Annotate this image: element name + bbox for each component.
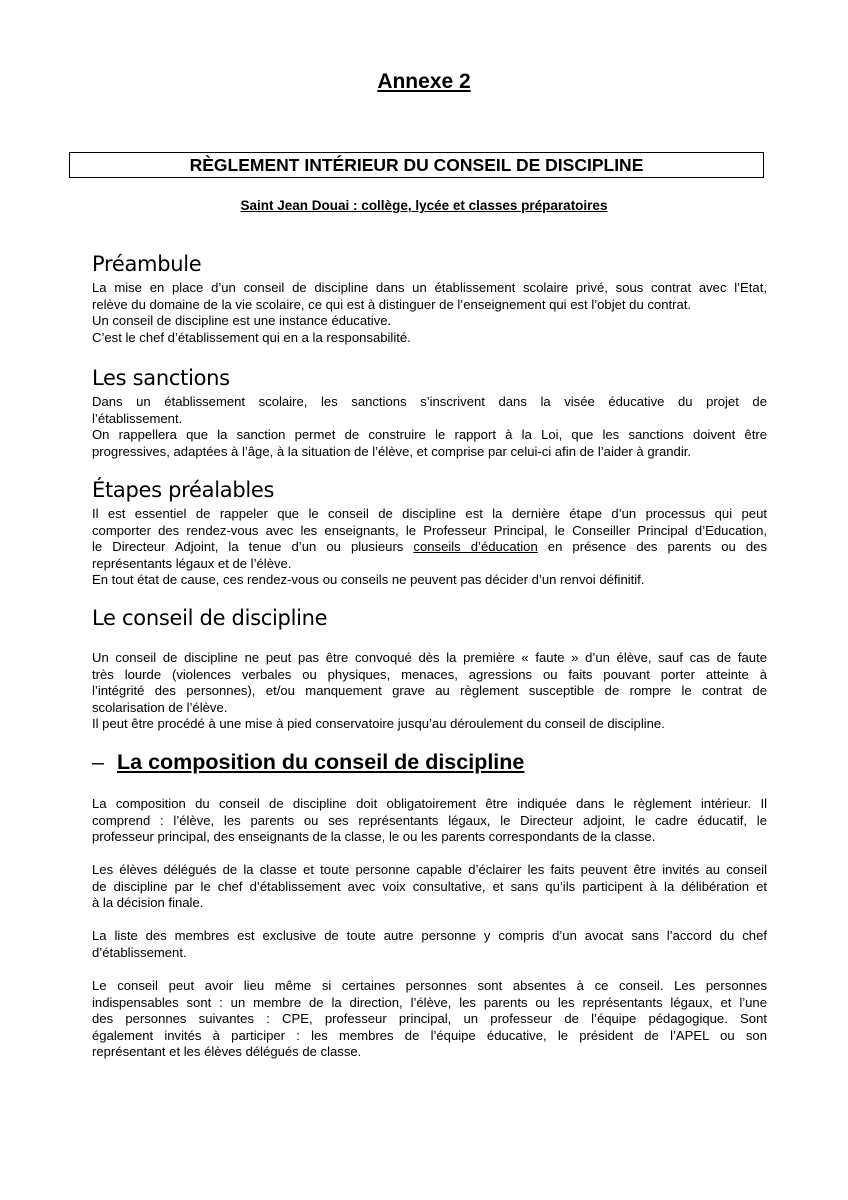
text-line: progressives, adaptées à l’âge, à la situation de l’élève, et comprise par celui-ci afin de l’aider à grandir. xyxy=(92,443,692,459)
dash-marker: – xyxy=(92,750,104,774)
text-line: comprend : l’élève, les parents ou ses représentants légaux, le Directeur adjoint, le cadre éducatif, le xyxy=(92,812,767,828)
text-line: l’établissement. xyxy=(92,410,183,426)
paragraph-sanctions xyxy=(92,394,767,460)
paragraph-composition-3 xyxy=(92,928,767,961)
paragraph-etapes xyxy=(92,506,767,589)
heading-composition xyxy=(92,750,524,775)
text-line: à la décision finale. xyxy=(92,895,204,911)
paragraph-composition-4 xyxy=(92,978,767,1061)
text-line: représentant et les élèves délégués de classe. xyxy=(92,1044,362,1060)
paragraph-composition-2 xyxy=(92,862,767,912)
heading-preambule: Préambule xyxy=(92,252,202,276)
text-line: Dans un établissement scolaire, les sanctions s’inscrivent dans la visée éducative du projet de xyxy=(92,394,767,409)
text-segment: en présence des parents ou des xyxy=(537,539,767,555)
text-line: très lourde (violences verbales ou physiques, menaces, agressions ou faits pouvant porter atteinte à xyxy=(92,666,767,682)
text-line: également invités à participer : les membres de l’équipe éducative, le président de l’APEL ou son xyxy=(92,1027,767,1043)
text-line: La liste des membres est exclusive de toute autre personne y compris d’un avocat sans l’accord du chef xyxy=(92,928,767,943)
text-line: Les élèves délégués de la classe et toute personne capable d’éclairer les faits peuvent être invités au conseil xyxy=(92,862,767,877)
text-line: scolarisation de l’élève. xyxy=(92,699,228,715)
text-line: d’établissement. xyxy=(92,944,187,960)
heading-composition-text: La composition du conseil de discipline xyxy=(117,750,525,774)
text-line: professeur principal, des enseignants de la classe, le ou les parents correspondants de la classe. xyxy=(92,829,656,845)
annexe-title: Annexe 2 xyxy=(377,70,471,93)
text-line: Un conseil de discipline ne peut pas être convoqué dès la première « faute » d’un élève, sauf cas de faute xyxy=(92,650,767,665)
paragraph-conseil xyxy=(92,650,767,733)
text-line: Il peut être procédé à une mise à pied conservatoire jusqu’au déroulement du conseil de discipline. xyxy=(92,716,665,732)
text-line: Il est essentiel de rappeler que le conseil de discipline est la dernière étape d’un processus qui peut xyxy=(92,506,767,521)
heading-conseil: Le conseil de discipline xyxy=(92,606,328,630)
text-line: représentants légaux et de l’élève. xyxy=(92,555,292,571)
text-line: indispensables sont : un membre de la direction, l’élève, les parents ou les représentants légaux, et l’une xyxy=(92,994,767,1010)
paragraph-composition-1 xyxy=(92,796,767,846)
text-line: La composition du conseil de discipline doit obligatoirement être indiquée dans le règlement intérieur. Il xyxy=(92,796,767,811)
heading-sanctions: Les sanctions xyxy=(92,366,230,390)
document-title-box: RÈGLEMENT INTÉRIEUR DU CONSEIL DE DISCIPLINE xyxy=(69,152,764,178)
text-line: l’intégrité des personnes), et/ou manquement grave au règlement susceptible de rompre le contrat de xyxy=(92,683,767,699)
text-line: La mise en place d’un conseil de discipline dans un établissement scolaire privé, sous contrat avec l’Etat, xyxy=(92,280,767,295)
heading-etapes: Étapes préalables xyxy=(92,478,275,502)
paragraph-preambule xyxy=(92,280,767,346)
text-line: Un conseil de discipline est une instance éducative. xyxy=(92,313,392,329)
document-subtitle: Saint Jean Douai : collège, lycée et classes préparatoires xyxy=(240,198,608,213)
text-line: C’est le chef d’établissement qui en a la responsabilité. xyxy=(92,329,411,345)
text-line: On rappellera que la sanction permet de construire le rapport à la Loi, que les sanctions doivent être xyxy=(92,427,767,443)
text-segment: le Directeur Adjoint, la tenue d’un ou plusieurs xyxy=(92,539,414,555)
text-line: de discipline par le chef d’établissement avec voix consultative, et sans qu’ils participent à la délibération et xyxy=(92,878,767,894)
text-line: des personnes suivantes : CPE, professeur principal, un professeur de l’équipe pédagogique. Sont xyxy=(92,1011,767,1027)
conseils-education-link: conseils d’éducation xyxy=(413,539,538,555)
text-line: comporter des rendez-vous avec les enseignants, le Professeur Principal, le Conseiller Principal d’Education, xyxy=(92,522,767,538)
text-line: relève du domaine de la vie scolaire, ce qui est à distinguer de l’enseignement qui est l’objet du contrat. xyxy=(92,296,692,312)
text-line: Le conseil peut avoir lieu même si certaines personnes sont absentes à ce conseil. Les personnes xyxy=(92,978,767,993)
text-line: En tout état de cause, ces rendez-vous ou conseils ne peuvent pas décider d’un renvoi définitif. xyxy=(92,572,645,588)
text-line xyxy=(92,539,767,556)
